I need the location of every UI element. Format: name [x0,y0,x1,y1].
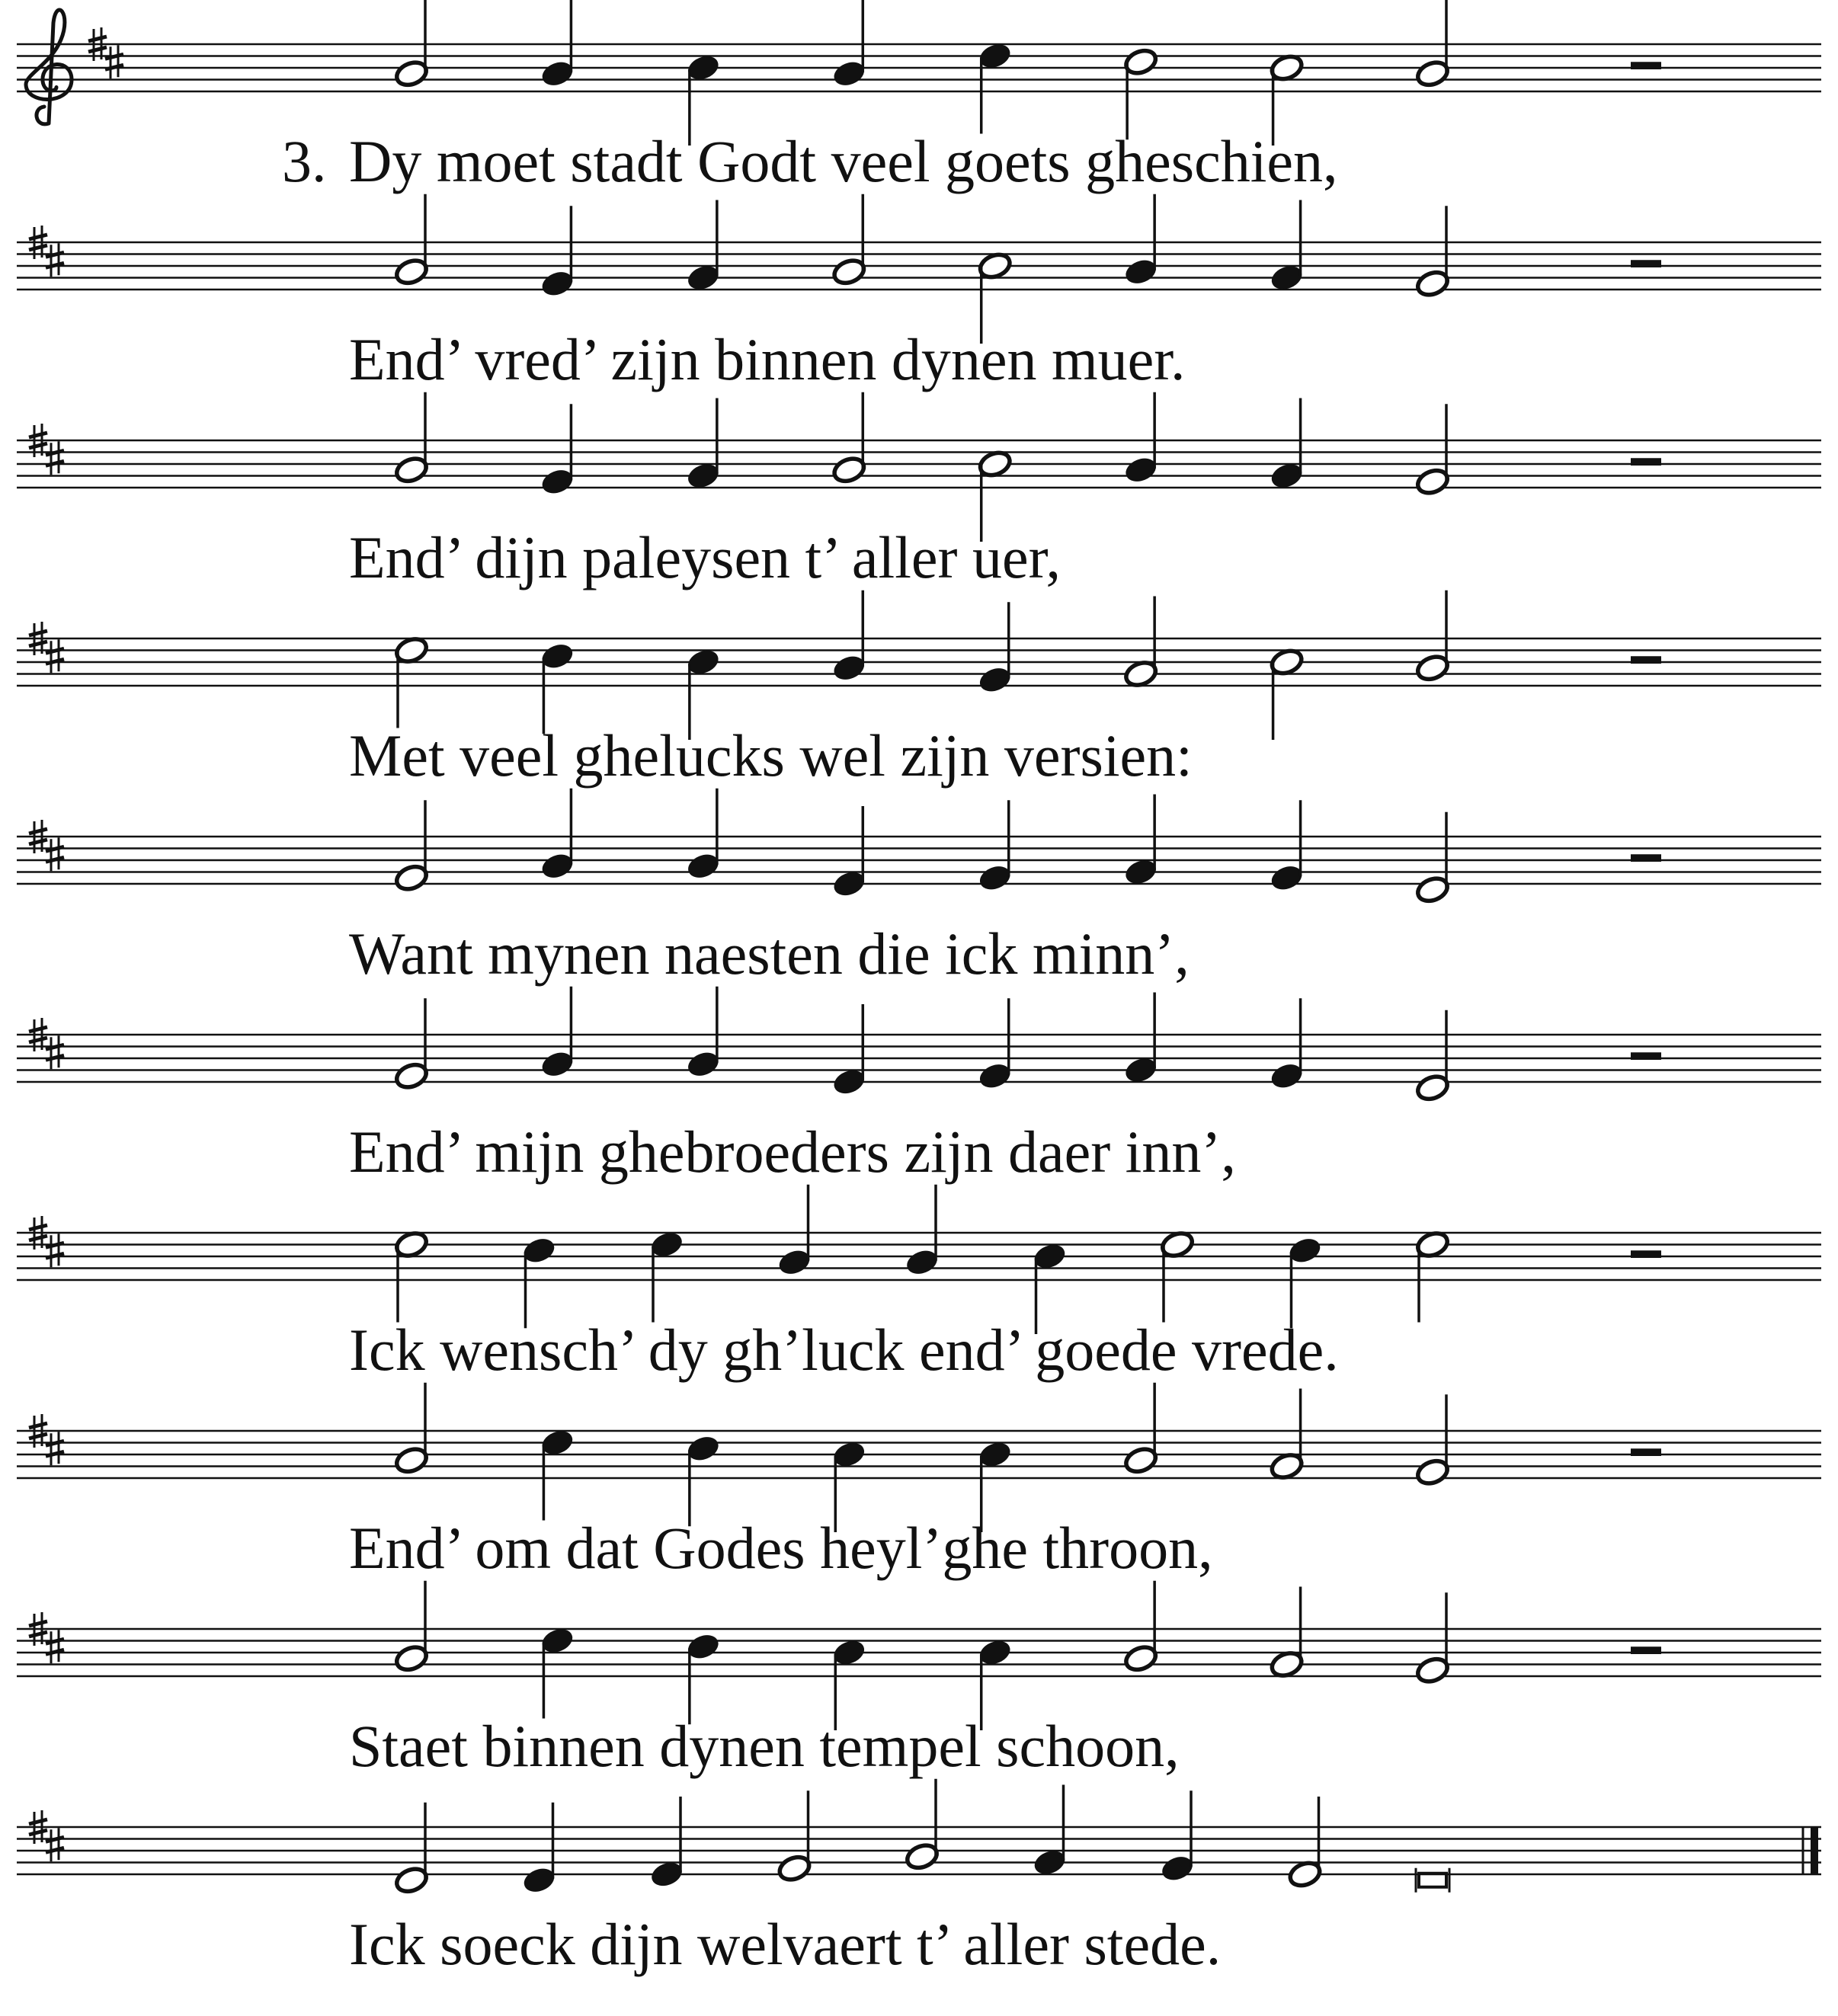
note [904,1779,940,1872]
sharp-bar [46,1045,64,1049]
sharp-bar [29,642,47,646]
key-sharp-c [46,441,64,475]
note [393,998,429,1091]
note [1269,1389,1305,1482]
lyric-line: End’ dijn paleysen t’ aller uer, [349,524,1061,590]
note [1269,800,1305,893]
sharp-bar [88,47,107,52]
note [1123,1581,1159,1674]
sharp-bar [46,1639,64,1643]
half-rest [1631,458,1661,466]
sharp-bar [29,1819,47,1824]
note [1032,1785,1068,1878]
staff-system [17,1779,1821,1977]
sharp-bar [105,54,123,59]
sharp-bar [46,1243,64,1247]
half-rest [1631,260,1661,267]
note [1414,1010,1450,1103]
lyric-line: Ick soeck dijn welvaert t’ aller stede. [349,1911,1222,1977]
sharp-bar [46,1451,64,1456]
note [685,1433,721,1526]
staff-system [17,789,1821,987]
sharp-bar [29,1038,47,1042]
note [393,1803,429,1896]
note [777,1790,812,1883]
key-sharp-c [46,1432,64,1465]
note [685,398,721,491]
sharp-bar [29,1236,47,1240]
sharp-bar [29,1434,47,1438]
key-sharp-c [46,243,64,277]
sharp-bar [29,1830,47,1835]
sharp-bar [29,1027,47,1032]
note [1123,597,1159,690]
note [1123,993,1159,1086]
staff-system [17,194,1821,392]
lyric-line: End’ vred’ zijn binnen dynen muer. [349,326,1186,392]
note [540,206,575,299]
lyric-line: Want mynen naesten die ick minn’, [349,920,1190,987]
sharp-bar [46,252,64,257]
note [393,635,429,728]
sharp-bar [46,1253,64,1258]
sharp-bar [29,245,47,250]
note [1414,590,1450,683]
note [977,40,1013,133]
lyric-line: Dy moet stadt Godt veel goets gheschien, [349,128,1338,194]
staff-system [17,1185,1821,1383]
note [1269,398,1305,491]
note [1416,1868,1449,1893]
sharp-bar [46,461,64,466]
note [521,1803,557,1896]
half-rest [1631,1448,1661,1456]
note [1159,1790,1195,1883]
note [540,641,575,734]
note [1123,194,1159,287]
sharp-bar [29,1225,47,1230]
note [1414,1394,1450,1487]
staff-system [17,1581,1821,1779]
staff-system [17,0,1821,194]
note [1414,206,1450,299]
note [648,1229,684,1322]
sharp-bar [46,1055,64,1060]
sharp-bar [46,659,64,664]
note [831,806,867,899]
note [393,1229,429,1322]
sharp-bar [46,1650,64,1654]
sharp-bar [29,1621,47,1626]
note [977,800,1013,893]
note [1269,998,1305,1091]
note [1269,1587,1305,1680]
note [1414,1229,1450,1322]
sharp-bar [29,829,47,834]
thick-barline [1811,1827,1818,1874]
lyric-line: Staet binnen dynen tempel schoon, [349,1713,1180,1779]
lyric-line: Met veel ghelucks wel zijn versien: [349,722,1193,789]
note [393,194,429,287]
key-sharp-c [46,1630,64,1663]
sharp-bar [29,840,47,844]
note [831,392,867,485]
note [1287,1797,1323,1890]
note [1123,1383,1159,1476]
note [393,800,429,893]
sharp-bar [46,263,64,267]
note [831,590,867,683]
key-sharp-c [46,1828,64,1861]
half-rest [1631,656,1661,664]
sharp-bar [46,648,64,653]
note [540,987,575,1080]
staff-system [17,987,1821,1185]
note [831,194,867,287]
note [831,1004,867,1097]
note [1269,647,1305,740]
lyric-line: End’ mijn ghebroeders zijn daer inn’, [349,1118,1236,1185]
key-sharp-c [105,45,123,78]
sharp-bar [46,1441,64,1445]
half-rest [1631,1250,1661,1258]
note [1287,1235,1323,1328]
key-sharp-c [46,639,64,673]
half-rest [1631,62,1661,69]
note [1123,795,1159,888]
sharp-bar [46,450,64,455]
note [1414,404,1450,497]
sharp-bar [29,1423,47,1428]
staff-system [17,1383,1821,1581]
note [393,392,429,485]
note [393,1581,429,1674]
note [977,602,1013,695]
sharp-bar [29,235,47,239]
lyric-line: End’ om dat Godes heyl’ghe throon, [349,1515,1213,1581]
note [685,200,721,293]
half-rest [1631,1646,1661,1654]
note [540,404,575,497]
staff-system [17,590,1821,789]
key-sharp-c [46,837,64,871]
sharp-bar [29,433,47,437]
breve-head [1419,1874,1446,1887]
note [521,1235,557,1328]
key-sharp-c [46,1234,64,1267]
note [685,987,721,1080]
note [777,1185,812,1278]
sharp-bar [46,846,64,851]
verse-number: 3. [282,128,327,194]
sharp-bar [29,1632,47,1637]
note [1123,392,1159,485]
sharp-bar [105,65,123,69]
note [393,1383,429,1476]
note [685,789,721,882]
half-rest [1631,854,1661,862]
note [540,1427,575,1520]
note [1123,46,1159,139]
note [540,789,575,882]
sharp-bar [29,443,47,448]
sharp-bar [46,1837,64,1842]
note [1269,200,1305,293]
note [648,1797,684,1890]
note [1159,1229,1195,1322]
note [540,1625,575,1718]
note [1414,812,1450,905]
lyric-line: Ick wensch’ dy gh’luck end’ goede vrede. [349,1317,1339,1383]
note [685,1631,721,1724]
note [1414,1592,1450,1685]
sharp-bar [46,1848,64,1852]
note [977,998,1013,1091]
sharp-bar [29,631,47,635]
note [904,1185,940,1278]
sharp-bar [46,857,64,862]
half-rest [1631,1052,1661,1060]
staff-system [17,392,1821,590]
sharp-bar [88,37,107,41]
key-sharp-c [46,1035,64,1069]
